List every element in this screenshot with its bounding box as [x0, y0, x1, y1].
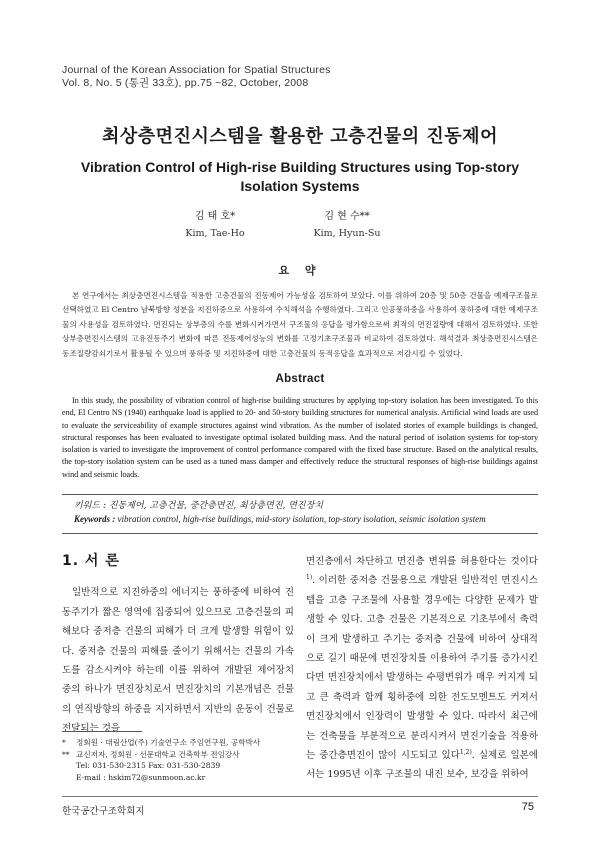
page-number: 75: [521, 801, 534, 813]
footnote-2-mark: **: [62, 749, 70, 759]
footnote-1-mark: *: [62, 738, 66, 747]
footnote-phone: Tel: 031-530-2315 Fax: 031-530-2839: [76, 761, 221, 770]
keywords-korean: [74, 499, 538, 514]
body-column-left: [62, 552, 294, 739]
title-korean: 최상층면진시스템을 활용한 고층건물의 진동제어: [102, 126, 498, 147]
citation-ref-2: 1,2): [459, 748, 472, 756]
footer-rule: [62, 796, 538, 797]
journal-volume: Vol. 8, No. 5 (통권 33호), pp.75 ~82, October, 2008: [62, 77, 309, 89]
body-right-text-3: . 실제로 일본에서는 1995년 이후 구조물의 내진 보수, 보강을 위하여: [306, 750, 538, 781]
english-abstract: In this study, the possibility of vibration control of high-rise building structures by applying top-story isolation has been investigated. To this end, El Centro NS (1940) earthquake load is applied to 20- and 50-story building structures for numerical analysis. Artificial wind loads are used to evaluate the serviceability of example structures against wind vibration. As the number of isolated stories of example buildings is changed, structural responses has been evaluated to investigate optimal isolated building mass. And the natural period of isolation systems for top-story isolation is varied to investigate the improvement of control performance compared with the fixed base structure. Based on the analytical results, the top-story isolation system can be used as a tuned mass damper and effectively reduce the structural responses of high-rise buildings against wind and seismic loads.: [62, 396, 538, 479]
citation-ref-1: 1): [306, 574, 313, 582]
keywords-english: [74, 514, 538, 524]
body-column-right: [306, 552, 538, 785]
footnote-2: [62, 749, 302, 761]
keywords-box: [62, 494, 538, 534]
body-paragraph-right: [306, 552, 538, 785]
section-1-heading: 1. 서 론: [62, 553, 120, 569]
author-1: [150, 208, 280, 242]
title-english: Vibration Control of High-rise Building Structures using Top-story Isolation Systems: [80, 159, 520, 194]
korean-abstract: 본 연구에서는 최상층면진시스템을 적용한 고층건물의 진동제어 가능성을 검토하여 보았다. 이를 위하여 20층 및 50층 건물을 예제구조물로 선택하였고 El Centro 남북방향 성분을 지진하중으로 사용하여 수치해석을 수행하였다. 그리고 인공풍하중을 사용하여 풍하중에 대한 예제구조물의 사용성을 검토하였다. 면진되는 상부층의 수를 변화시켜가면서 구조물의 응답을 평가함으로써 최적의 면진질량에 대해서 검토하였다. 또한 상부층면진시스템의 고유진동주기 변화에 따른 진동제어성능의 변화를 고정기초구조물과 비교하여 검토하였다. 해석결과 최상층면진시스템은 동조질량감쇠기로서 활용될 수 있으며 풍하중 및 지진하중에 대한 고층건물의 동적응답을 효과적으로 저감시킬 수 있었다.: [62, 291, 538, 358]
author-1-english: Kim, Tae-Ho: [185, 228, 245, 239]
korean-abstract-heading: 요 약: [278, 264, 322, 277]
author-1-korean: 김 태 호*: [194, 211, 236, 222]
footer-society-name: 한국공간구조학회지: [62, 806, 145, 817]
body-right-text-1: 면진층에서 차단하고 면진층 변위를 허용한다는 것이다: [306, 556, 538, 567]
footnote-2-text: 교신저자, 정회원 · 선문대학교 건축학부 전임강사: [76, 749, 240, 759]
author-2-korean: 김 현 수**: [324, 211, 370, 222]
footnotes: [62, 737, 302, 783]
keywords-korean-text: 진동제어, 고층건물, 중간층면진, 최상층면진, 면진장치: [108, 501, 324, 511]
body-right-text-2: . 이러한 중저층 건물용으로 개발된 일반적인 면진시스템을 고층 구조물에 사용할 경우에는 다양한 문제가 발생할 수 있다. 고층 건물은 기본적으로 기초부에서 축력이 크게 발생하고 주기는 중저층 건물에 비하여 상대적으로 길기 때문에 면진장치를 이용하여 주기를 증가시킨다면 면진장치에서 발생하는 수평변위가 매우 커지게 되고 큰 축력과 함께 횡하중에 의한 전도모멘트도 커져서 면진장치에서 인장력이 발생할 수 있다. 따라서 최근에는 건축물을 부분적으로 분리시켜서 면진기술을 적용하는 중간층면진이 많이 시도되고 있다: [306, 575, 538, 762]
footnote-divider: [62, 731, 142, 732]
author-2-english: Kim, Hyun-Su: [313, 228, 381, 239]
journal-header: [62, 64, 542, 90]
footnote-1-text: 정회원 · 대림산업(주) 기술연구소 주임연구원, 공학박사: [76, 738, 261, 747]
body-paragraph-left: 일반적으로 지진하중의 에너지는 풍하중에 비하여 진동주기가 짧은 영역에 집중되어 있으므로 고층건물의 피해보다 중저층 건물의 피해가 더 크게 발생할 위험이 있다. 중저층 건물의 피해를 줄이기 위해서는 건물의 가속도를 감소시켜야 하는데 이를 위하여 개발된 제어장치 중의 하나가 면진장치로서 면진장치의 기본개념은 건물의 연직방향의 하중을 지지하면서 지반의 운동이 건물로 전달되는 것을: [62, 587, 294, 735]
footnote-1: [62, 737, 302, 749]
journal-name: Journal of the Korean Association for Spatial Structures: [62, 64, 331, 76]
keywords-korean-label: 키워드 :: [74, 501, 106, 511]
keywords-english-label: Keywords :: [74, 514, 116, 524]
footnote-email: E-mail : hskim72@sunmoon.ac.kr: [76, 772, 206, 782]
keywords-english-text: vibration control, high-rise buildings, mid-story isolation, top-story isolation, seismic isolation system: [117, 514, 486, 524]
author-2: [282, 208, 412, 242]
english-abstract-heading: Abstract: [275, 373, 325, 385]
